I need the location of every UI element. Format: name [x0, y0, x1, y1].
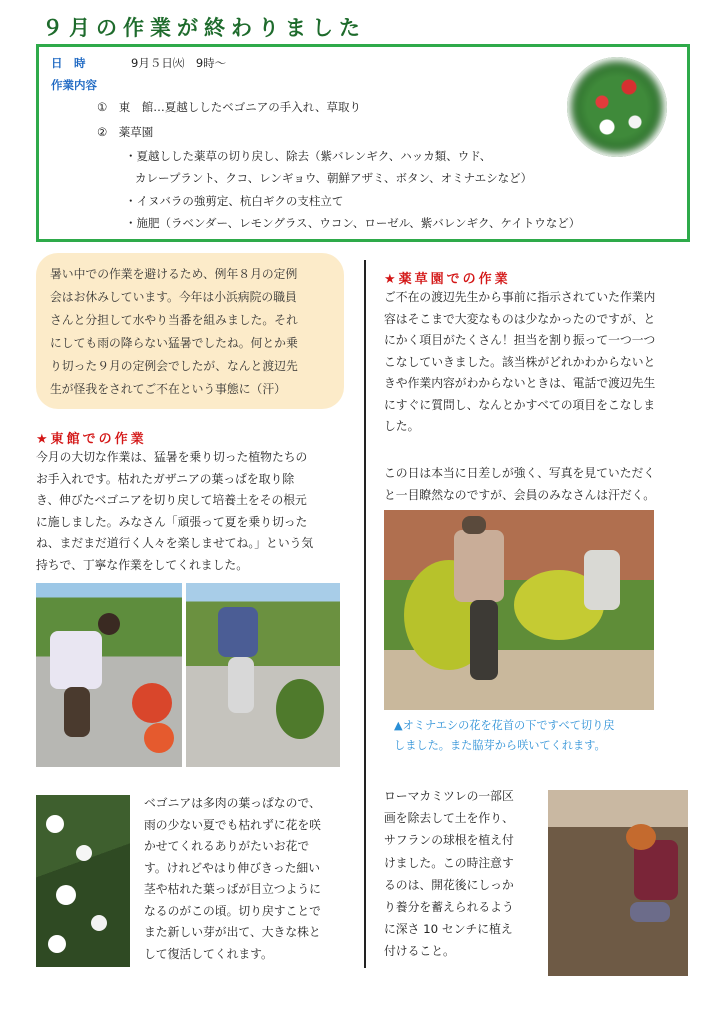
note-line: り切った９月の定例会でしたが、なんと渡辺先 [50, 359, 298, 373]
saffron-planting-photo [548, 790, 688, 976]
info-box [36, 44, 690, 242]
body-line: り養分を蓄えられるよう [384, 900, 514, 915]
begonia-body [144, 793, 356, 965]
body-line: サフランの球根を植え付 [384, 833, 514, 848]
east-photo-2 [186, 583, 340, 767]
begonia-photo [567, 57, 667, 157]
body-line: けました。この時注意す [384, 855, 514, 870]
body-line: るのは、開花後にしっか [384, 877, 514, 892]
body-line: 付けること。 [384, 944, 455, 959]
note-line: にしても雨の降らない猛暑でしたね。何とか乗 [50, 336, 298, 350]
chamomile-body [384, 785, 544, 963]
body-line: す。けれどやはり伸びきった細い [144, 860, 321, 875]
body-line: き、伸びたベゴニアを切り戻して培養土をその根元 [36, 493, 307, 507]
east-photo-1 [36, 583, 182, 767]
body-line: して復活してくれます。 [144, 946, 273, 961]
herb-body-2 [384, 463, 704, 506]
date-value: 9月５日㈫ 9時〜 [131, 56, 227, 70]
body-line: した。 [384, 419, 420, 433]
work-label: 作業内容 [51, 78, 97, 92]
page-title: ９月の作業が終わりました [42, 16, 366, 40]
work-item: カレープラント、クコ、レンギョウ、朝鮮アザミ、ボタン、オミナエシなど） [135, 171, 533, 185]
body-line: 持ちで、丁寧な作業をしてくれました。 [36, 557, 248, 572]
body-line: ローマカミツレの一部区 [384, 789, 514, 803]
work-item: ・施肥（ラベンダー、レモングラス、ウコン、ローゼル、紫バレンギク、ケイトウなど） [125, 216, 581, 230]
note-line: 会はお休みしています。今年は小浜病院の職員 [50, 290, 297, 304]
east-heading: ★東館での作業 [36, 432, 147, 447]
herb-garden-photo [384, 510, 654, 710]
body-line: ご不在の渡辺先生から事前に指示されていた作業内 [384, 290, 656, 304]
body-line: この日は本当に日差しが強く、写真を見ていただく [384, 466, 656, 480]
herb-body [384, 287, 704, 438]
body-line: また新しい芽が出て、大きな株と [144, 925, 321, 939]
begonia-bed-photo [36, 795, 130, 967]
body-line: ベゴニアは多肉の葉っぱなので、 [144, 796, 321, 810]
body-line: にかく項目がたくさん！担当を割り振って一つ一つ [384, 333, 656, 347]
work-item: ・イヌバラの強剪定、杭白ギクの支柱立て [125, 194, 344, 208]
body-line: にすぐに質問し、なんとかすべての項目をこなしま [384, 397, 656, 412]
caption-line: しました。また脇芽から咲いてくれます。 [394, 739, 606, 752]
body-line: と一目瞭然なのですが、会員のみなさんは汗だく。 [384, 487, 656, 502]
body-line: こなしていきました。該当株がどれかわからないと [384, 354, 656, 369]
east-body [36, 447, 356, 576]
column-divider [364, 260, 366, 968]
body-line: に深さ 10 センチに植え [384, 922, 513, 937]
work-item: ・夏越しした薬草の切り戻し、除去（紫バレンギク、ハッカ類、ウド、 [125, 149, 492, 163]
body-line: 雨の少ない夏でも枯れずに花を咲 [144, 817, 321, 832]
body-line: 今月の大切な作業は、猛暑を乗り切った植物たちの [36, 450, 308, 464]
herb-heading: ★薬草園での作業 [384, 272, 511, 287]
body-line: かせてくれるありがたいお花で [144, 839, 310, 853]
body-line: 容はそこまで大変なものは少なかったのですが、と [384, 311, 656, 326]
work-item: ① 東 館…夏越ししたベゴニアの手入れ、草取り [97, 100, 361, 114]
date-label: 日 時 [51, 56, 86, 70]
note-line: 生が怪我をされてご不在という事態に（汗） [50, 382, 286, 396]
body-line: 茎や枯れた葉っぱが目立つように [144, 882, 321, 896]
body-line: なるのがこの頃。切り戻すことで [144, 903, 321, 918]
note-line: さんと分担して水やり当番を組みました。それ [50, 313, 298, 327]
body-line: きや作業内容がわからないときは、電話で渡辺先生 [384, 376, 656, 390]
herb-photo-caption [394, 716, 674, 756]
body-line: 画を除去して土を作り、 [384, 811, 514, 826]
note-line: 暑い中での作業を避けるため、例年８月の定例 [50, 267, 298, 281]
body-line: ね、まだまだ道行く人々を楽しませてね。」という気 [36, 536, 314, 550]
body-line: に施しました。みなさん「頑張って夏を乗り切った [36, 514, 308, 529]
caption-line: ▲オミナエシの花を花首の下ですべて切り戻 [394, 719, 615, 732]
note-bubble [36, 253, 344, 409]
work-item: ② 薬草園 [97, 125, 154, 139]
body-line: お手入れです。枯れたガザニアの葉っぱを取り除 [36, 471, 295, 486]
